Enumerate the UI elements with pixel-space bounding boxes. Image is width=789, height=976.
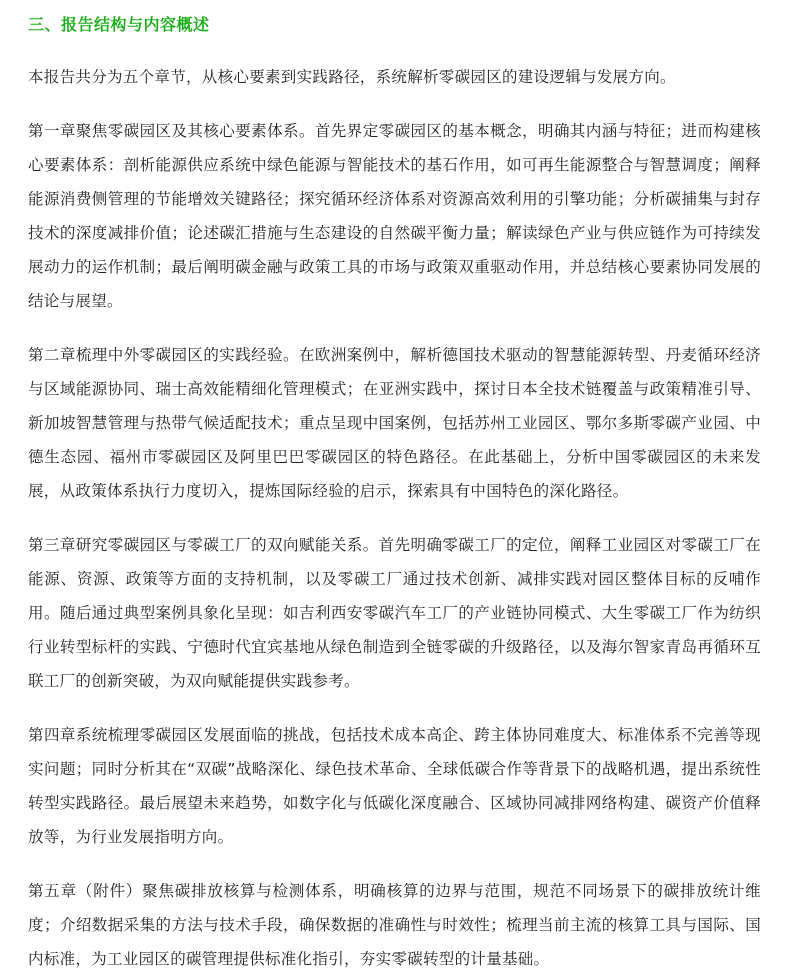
chapter-5-paragraph: 第五章（附件）聚焦碳排放核算与检测体系，明确核算的边界与范围，规范不同场景下的碳排放统计维度；介绍数据采集的方法与技术手段，确保数据的准确性与时效性；梳理当前主流的核算工具与国际、国内标准，为工业园区的碳管理提供标准化指引，夯实零碳转型的计量基础。: [28, 882, 761, 968]
chapter-4-paragraph: 第四章系统梳理零碳园区发展面临的挑战，包括技术成本高企、跨主体协同难度大、标准体系不完善等现实问题；同时分析其在“双碳”战略深化、绿色技术革命、全球低碳合作等背景下的战略机遇，提出系统性转型实践路径。最后展望未来趋势，如数字化与低碳化深度融合、区域协同减排网络构建、碳资产价值释放等，为行业发展指明方向。: [28, 726, 761, 846]
intro-paragraph: 本报告共分为五个章节，从核心要素到实践路径，系统解析零碳园区的建设逻辑与发展方向。: [28, 68, 676, 86]
chapter-1-paragraph: 第一章聚焦零碳园区及其核心要素体系。首先界定零碳园区的基本概念，明确其内涵与特征；进而构建核心要素体系：剖析能源供应系统中绿色能源与智能技术的基石作用，如可再生能源整合与智慧调度；阐释能源消费侧管理的节能增效关键路径；探究循环经济体系对资源高效利用的引擎功能；分析碳捕集与封存技术的深度减排价值；论述碳汇措施与生态建设的自然碳平衡力量；解读绿色产业与供应链作为可持续发展动力的运作机制；最后阐明碳金融与政策工具的市场与政策双重驱动作用，并总结核心要素协同发展的结论与展望。: [28, 122, 761, 310]
chapter-2-paragraph: 第二章梳理中外零碳园区的实践经验。在欧洲案例中，解析德国技术驱动的智慧能源转型、丹麦循环经济与区域能源协同、瑞士高效能精细化管理模式；在亚洲实践中，探讨日本全技术链覆盖与政策精准引导、新加坡智慧管理与热带气候适配技术；重点呈现中国案例，包括苏州工业园区、鄂尔多斯零碳产业园、中德生态园、福州市零碳园区及阿里巴巴零碳园区的特色路径。在此基础上，分析中国零碳园区的未来发展，从政策体系执行力度切入，提炼国际经验的启示，探索具有中国特色的深化路径。: [28, 346, 761, 500]
section-title: 三、报告结构与内容概述: [28, 15, 210, 34]
chapter-3-paragraph: 第三章研究零碳园区与零碳工厂的双向赋能关系。首先明确零碳工厂的定位，阐释工业园区对零碳工厂在能源、资源、政策等方面的支持机制，以及零碳工厂通过技术创新、减排实践对园区整体目标的反哺作用。随后通过典型案例具象化呈现：如吉利西安零碳汽车工厂的产业链协同模式、大生零碳工厂作为纺织行业转型标杆的实践、宁德时代宜宾基地从绿色制造到全链零碳的升级路径，以及海尔智家青岛再循环互联工厂的创新突破，为双向赋能提供实践参考。: [28, 536, 761, 690]
